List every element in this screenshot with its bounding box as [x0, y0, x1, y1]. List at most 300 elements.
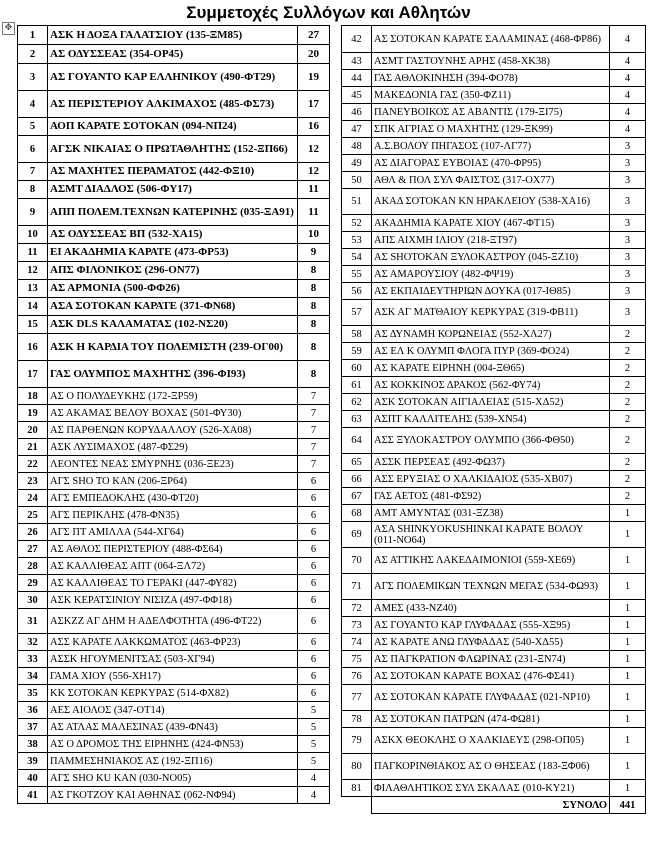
- rank-cell: 63: [342, 411, 372, 428]
- club-name-cell: ΑΣ ΟΔΥΣΣΕΑΣ (354-ΟΡ45): [48, 45, 298, 64]
- rank-cell: 34: [18, 668, 48, 685]
- points-cell: 8: [298, 316, 330, 334]
- table-row: [342, 189, 646, 215]
- rank-cell: 19: [18, 405, 48, 422]
- rank-cell: 45: [342, 87, 372, 104]
- rank-cell: 47: [342, 121, 372, 138]
- club-name-cell: Α.Σ.ΒΟΛΟΥ ΠΗΓΑΣΟΣ (107-ΛΓ77): [372, 138, 610, 155]
- points-cell: 2: [610, 428, 646, 454]
- rank-cell: 24: [18, 490, 48, 507]
- table-row: [342, 522, 646, 548]
- club-name-cell: ΑΠΣ ΦΙΛΟΝΙΚΟΣ (296-ΟΝ77): [48, 262, 298, 280]
- club-name-cell: ΠΑΝΕΥΒΟΙΚΟΣ ΑΣ ΑΒΑΝΤΙΣ (179-ΞΙ75): [372, 104, 610, 121]
- total-label: ΣΥΝΟΛΟ: [372, 797, 610, 814]
- table-row: [18, 609, 330, 634]
- club-name-cell: ΑΣ ΣΟΤΟΚΑΝ ΚΑΡΑΤΕ ΓΛΥΦΑΔΑΣ (021-ΝΡ10): [372, 685, 610, 711]
- points-cell: 5: [298, 753, 330, 770]
- points-cell: 7: [298, 439, 330, 456]
- points-cell: 5: [298, 736, 330, 753]
- table-row: [18, 473, 330, 490]
- club-name-cell: ΑΣΑ SHINKYOKUSHINKAI ΚΑΡΑΤΕ ΒΟΛΟΥ (011-ΝΟ64): [372, 522, 610, 548]
- points-cell: 2: [610, 360, 646, 377]
- points-cell: 19: [298, 64, 330, 91]
- points-cell: 6: [298, 685, 330, 702]
- points-cell: 12: [298, 136, 330, 163]
- club-name-cell: ΑΣ ΕΚΠΑΙΔΕΥΤΗΡΙΩΝ ΔΟΥΚΑ (017-ΙΘ85): [372, 283, 610, 300]
- points-cell: 6: [298, 575, 330, 592]
- rank-cell: 40: [18, 770, 48, 787]
- rank-cell: 16: [18, 334, 48, 361]
- points-cell: 12: [298, 163, 330, 181]
- table-row: [18, 388, 330, 405]
- points-cell: 9: [298, 244, 330, 262]
- table-row: [342, 172, 646, 189]
- table-move-handle-icon[interactable]: ✥: [2, 22, 15, 35]
- rank-cell: 76: [342, 668, 372, 685]
- club-name-cell: ΑΓΣ ΠΕΡΙΚΛΗΣ (478-ΦΝ35): [48, 507, 298, 524]
- points-cell: 8: [298, 334, 330, 361]
- rank-cell: 12: [18, 262, 48, 280]
- club-name-cell: ΑΣ ΓΟΥΑΝΤΟ ΚΑΡ ΓΛΥΦΑΔΑΣ (555-ΧΞ95): [372, 617, 610, 634]
- club-name-cell: ΑΣΚ ΚΕΡΑΤΣΙΝΙΟΥ ΝΙΣΙΖΑ (497-ΦΦ18): [48, 592, 298, 609]
- points-cell: 1: [610, 728, 646, 754]
- table-row: [342, 283, 646, 300]
- points-cell: 5: [298, 702, 330, 719]
- rank-cell: 7: [18, 163, 48, 181]
- rank-cell: 26: [18, 524, 48, 541]
- table-row: [342, 651, 646, 668]
- rank-cell: 29: [18, 575, 48, 592]
- table-row: [342, 232, 646, 249]
- points-cell: 6: [298, 507, 330, 524]
- club-name-cell: ΑΣ ΣΟΤΟΚΑΝ ΠΑΤΡΩΝ (474-ΦΩ81): [372, 711, 610, 728]
- club-name-cell: ΑΣ ΔΥΝΑΜΗ ΚΟΡΩΝΕΙΑΣ (552-ΧΛ27): [372, 326, 610, 343]
- rank-cell: 55: [342, 266, 372, 283]
- table-row: [18, 702, 330, 719]
- club-name-cell: ΑΣΚ ΣΟΤΟΚΑΝ ΑΙΓΙΑΛΕΙΑΣ (515-ΧΔ52): [372, 394, 610, 411]
- points-cell: 1: [610, 668, 646, 685]
- points-cell: 6: [298, 592, 330, 609]
- rank-cell: 80: [342, 754, 372, 780]
- points-cell: 3: [610, 232, 646, 249]
- points-cell: 4: [610, 70, 646, 87]
- table-row: [18, 181, 330, 199]
- club-name-cell: ΑΣΚ Η ΔΟΞΑ ΓΑΛΑΤΣΙΟΥ (135-ΞΜ85): [48, 26, 298, 45]
- points-cell: 3: [610, 172, 646, 189]
- club-name-cell: ΑΣΚΧ ΘΕΟΚΛΗΣ Ο ΧΑΛΚΙΔΕΥΣ (298-ΟΠ05): [372, 728, 610, 754]
- club-name-cell: ΑΣ ΑΜΑΡΟΥΣΙΟΥ (482-ΦΨ19): [372, 266, 610, 283]
- table-row: [18, 422, 330, 439]
- club-name-cell: ΛΕΟΝΤΕΣ ΝΕΑΣ ΣΜΥΡΝΗΣ (036-ΞΕ23): [48, 456, 298, 473]
- rank-cell: 81: [342, 780, 372, 797]
- club-name-cell: ΑΣΠΤ ΚΑΛΛΙΤΕΛΗΣ (539-ΧΝ54): [372, 411, 610, 428]
- rank-cell: 28: [18, 558, 48, 575]
- total-row: [342, 797, 646, 814]
- points-cell: 1: [610, 522, 646, 548]
- club-name-cell: ΠΑΜΜΕΣΗΝΙΑΚΟΣ ΑΣ (192-ΞΠ16): [48, 753, 298, 770]
- club-name-cell: ΑΣ Ο ΠΟΛΥΔΕΥΚΗΣ (172-ΞΡ59): [48, 388, 298, 405]
- rank-cell: 44: [342, 70, 372, 87]
- club-name-cell: ΑΣ ΚΟΚΚΙΝΟΣ ΔΡΑΚΟΣ (562-ΦΥ74): [372, 377, 610, 394]
- rank-cell: 3: [18, 64, 48, 91]
- club-name-cell: ΑΣ ΑΘΛΟΣ ΠΕΡΙΣΤΕΡΙΟΥ (488-ΦΣ64): [48, 541, 298, 558]
- table-row: [342, 53, 646, 70]
- points-cell: 4: [610, 53, 646, 70]
- table-row: [342, 121, 646, 138]
- points-cell: 6: [298, 651, 330, 668]
- points-cell: 5: [298, 719, 330, 736]
- rank-cell: 15: [18, 316, 48, 334]
- rank-cell: 72: [342, 600, 372, 617]
- club-name-cell: ΑΣ ΚΑΡΑΤΕ ΕΙΡΗΝΗ (004-ΞΘ65): [372, 360, 610, 377]
- rank-cell: 73: [342, 617, 372, 634]
- table-row: [342, 428, 646, 454]
- table-row: [18, 405, 330, 422]
- table-row: [18, 262, 330, 280]
- club-name-cell: ΑΣ SHOTOKAN ΞΥΛΟΚΑΣΤΡΟΥ (045-ΞΖ10): [372, 249, 610, 266]
- table-row: [342, 138, 646, 155]
- rank-cell: 78: [342, 711, 372, 728]
- points-cell: 2: [610, 394, 646, 411]
- rank-cell: 21: [18, 439, 48, 456]
- club-name-cell: ΑΕΣ ΑΙΟΛΟΣ (347-ΟΤ14): [48, 702, 298, 719]
- points-cell: 6: [298, 668, 330, 685]
- club-name-cell: ΓΑΣ ΑΕΤΟΣ (481-ΦΣ92): [372, 488, 610, 505]
- points-cell: 1: [610, 780, 646, 797]
- club-name-cell: ΑΣΑ ΣΟΤΟΚΑΝ ΚΑΡΑΤΕ (371-ΦΝ68): [48, 298, 298, 316]
- club-name-cell: ΑΣ ΑΡΜΟΝΙΑ (500-ΦΦ26): [48, 280, 298, 298]
- table-row: [342, 471, 646, 488]
- club-name-cell: ΑΣ Ο ΔΡΟΜΟΣ ΤΗΣ ΕΙΡΗΝΗΣ (424-ΦΝ53): [48, 736, 298, 753]
- table-row: [18, 770, 330, 787]
- points-cell: 3: [610, 189, 646, 215]
- club-name-cell: ΑΣ ΑΤΛΑΣ ΜΑΛΕΣΙΝΑΣ (439-ΦΝ43): [48, 719, 298, 736]
- table-row: [342, 300, 646, 326]
- table-row: [342, 617, 646, 634]
- table-row: [342, 685, 646, 711]
- table-row: [342, 87, 646, 104]
- points-cell: 7: [298, 456, 330, 473]
- rank-cell: 49: [342, 155, 372, 172]
- rank-cell: 2: [18, 45, 48, 64]
- club-name-cell: ΑΘΛ & ΠΟΛ ΣΥΛ ΦΑΙΣΤΟΣ (317-ΟΧ77): [372, 172, 610, 189]
- table-row: [18, 456, 330, 473]
- rank-cell: 41: [18, 787, 48, 804]
- rank-cell: 22: [18, 456, 48, 473]
- table-row: [18, 541, 330, 558]
- rank-cell: 42: [342, 26, 372, 53]
- club-name-cell: ΑΣΚ Η ΚΑΡΔΙΑ ΤΟΥ ΠΟΛΕΜΙΣΤΗ (239-ΟΓ00): [48, 334, 298, 361]
- club-name-cell: ΑΜΕΣ (433-ΝΖ40): [372, 600, 610, 617]
- points-cell: 3: [610, 138, 646, 155]
- club-name-cell: ΑΜΤ ΑΜΥΝΤΑΣ (031-ΞΖ38): [372, 505, 610, 522]
- table-row: [18, 524, 330, 541]
- table-row: [18, 280, 330, 298]
- table-row: [18, 226, 330, 244]
- points-cell: 1: [610, 711, 646, 728]
- table-row: [342, 634, 646, 651]
- clubs-table-left: [17, 25, 330, 804]
- club-name-cell: ΚΚ ΣΟΤΟΚΑΝ ΚΕΡΚΥΡΑΣ (514-ΦΧ82): [48, 685, 298, 702]
- points-cell: 3: [610, 300, 646, 326]
- rank-cell: 67: [342, 488, 372, 505]
- table-row: [342, 266, 646, 283]
- rank-cell: 9: [18, 199, 48, 226]
- club-name-cell: ΑΣ ΔΙΑΓΟΡΑΣ ΕΥΒΟΙΑΣ (470-ΦΡ95): [372, 155, 610, 172]
- rank-cell: 38: [18, 736, 48, 753]
- points-cell: 1: [610, 754, 646, 780]
- table-row: [342, 780, 646, 797]
- points-cell: 2: [610, 471, 646, 488]
- rank-cell: 1: [18, 26, 48, 45]
- club-name-cell: ΑΣΚ ΛΥΣΙΜΑΧΟΣ (487-ΦΣ29): [48, 439, 298, 456]
- table-row: [18, 634, 330, 651]
- club-name-cell: ΑΣΣΚ ΠΕΡΣΕΑΣ (492-ΦΩ37): [372, 454, 610, 471]
- table-row: [18, 334, 330, 361]
- table-row: [18, 26, 330, 45]
- points-cell: 6: [298, 541, 330, 558]
- club-name-cell: ΕΙ ΑΚΑΔΗΜΙΑ ΚΑΡΑΤΕ (473-ΦΡ53): [48, 244, 298, 262]
- club-name-cell: ΑΣΚ ΑΓ ΜΑΤΘΑΙΟΥ ΚΕΡΚΥΡΑΣ (319-ΦΒ11): [372, 300, 610, 326]
- table-row: [342, 548, 646, 574]
- table-row: [18, 685, 330, 702]
- table-row: [342, 711, 646, 728]
- table-row: [342, 574, 646, 600]
- rank-cell: 58: [342, 326, 372, 343]
- table-row: [342, 377, 646, 394]
- table-row: [342, 454, 646, 471]
- rank-cell: 50: [342, 172, 372, 189]
- points-cell: 2: [610, 326, 646, 343]
- points-cell: 2: [610, 377, 646, 394]
- table-row: [18, 507, 330, 524]
- table-row: [342, 394, 646, 411]
- rank-cell: 70: [342, 548, 372, 574]
- rank-cell: 17: [18, 361, 48, 388]
- rank-cell: 43: [342, 53, 372, 70]
- rank-cell: 23: [18, 473, 48, 490]
- club-name-cell: ΑΚΑΔ ΣΟΤΟΚΑΝ ΚΝ ΗΡΑΚΛΕΙΟΥ (538-ΧΑ16): [372, 189, 610, 215]
- rank-cell: 32: [18, 634, 48, 651]
- points-cell: 1: [610, 685, 646, 711]
- points-cell: 7: [298, 388, 330, 405]
- table-row: [342, 215, 646, 232]
- rank-cell: 53: [342, 232, 372, 249]
- club-name-cell: ΑΣ ΑΤΤΙΚΗΣ ΛΑΚΕΔΑΙΜΟΝΙΟΙ (559-ΧΕ69): [372, 548, 610, 574]
- points-cell: 6: [298, 558, 330, 575]
- table-row: [18, 136, 330, 163]
- points-cell: 3: [610, 249, 646, 266]
- points-cell: 2: [610, 343, 646, 360]
- rank-cell: 27: [18, 541, 48, 558]
- club-name-cell: ΑΓΣ ΠΤ ΑΜΙΛΛΑ (544-ΧΓ64): [48, 524, 298, 541]
- club-name-cell: ΣΠΚ ΑΓΡΙΑΣ Ο ΜΑΧΗΤΗΣ (129-ΞΚ99): [372, 121, 610, 138]
- rank-cell: 56: [342, 283, 372, 300]
- rank-cell: 51: [342, 189, 372, 215]
- page-title: Συμμετοχές Συλλόγων και Αθλητών: [186, 3, 471, 22]
- rank-cell: 13: [18, 280, 48, 298]
- table-row: [18, 575, 330, 592]
- club-name-cell: ΑΣΣΚ ΗΓΟΥΜΕΝΙΤΣΑΣ (503-ΧΓ94): [48, 651, 298, 668]
- rank-cell: 10: [18, 226, 48, 244]
- points-cell: 1: [610, 634, 646, 651]
- points-cell: 1: [610, 617, 646, 634]
- rank-cell: 4: [18, 91, 48, 118]
- club-name-cell: ΑΓΣ ΕΜΠΕΔΟΚΛΗΣ (430-ΦΤ20): [48, 490, 298, 507]
- club-name-cell: ΑΚΑΔΗΜΙΑ ΚΑΡΑΤΕ ΧΙΟΥ (467-ΦΤ15): [372, 215, 610, 232]
- table-row: [18, 787, 330, 804]
- table-row: [342, 505, 646, 522]
- points-cell: 6: [298, 609, 330, 634]
- table-row: [342, 600, 646, 617]
- table-row: [342, 488, 646, 505]
- table-row: [342, 728, 646, 754]
- table-row: [342, 754, 646, 780]
- club-name-cell: ΠΑΓΚΟΡΙΝΘΙΑΚΟΣ ΑΣ Ο ΘΗΣΕΑΣ (183-ΞΦ06): [372, 754, 610, 780]
- club-name-cell: ΑΠΣ ΑΙΧΜΗ ΙΛΙΟΥ (218-ΞΤ97): [372, 232, 610, 249]
- points-cell: 1: [610, 548, 646, 574]
- points-cell: 8: [298, 280, 330, 298]
- points-cell: 11: [298, 181, 330, 199]
- club-name-cell: ΑΓΣΚ ΝΙΚΑΙΑΣ Ο ΠΡΩΤΑΘΛΗΤΗΣ (152-ΞΠ66): [48, 136, 298, 163]
- club-name-cell: ΜΑΚΕΔΟΝΙΑ ΓΑΣ (350-ΦΖ11): [372, 87, 610, 104]
- rank-cell: 11: [18, 244, 48, 262]
- points-cell: 2: [610, 454, 646, 471]
- club-name-cell: ΑΓΣ ΠΟΛΕΜΙΚΩΝ ΤΕΧΝΩΝ ΜΕΓΑΣ (534-ΦΩ93): [372, 574, 610, 600]
- table-row: [18, 361, 330, 388]
- club-name-cell: ΑΓΣ SHO TO KAN (206-ΞΡ64): [48, 473, 298, 490]
- table-row: [342, 155, 646, 172]
- rank-cell: 52: [342, 215, 372, 232]
- rank-cell: 14: [18, 298, 48, 316]
- clubs-table-right: [341, 25, 646, 814]
- rank-cell: 31: [18, 609, 48, 634]
- club-name-cell: ΑΣΣ ΞΥΛΟΚΑΣΤΡΟΥ ΟΛΥΜΠΟ (366-ΦΘ50): [372, 428, 610, 454]
- club-name-cell: ΦΙΛΑΘΛΗΤΙΚΟΣ ΣΥΛ ΣΚΑΛΑΣ (010-ΚΥ21): [372, 780, 610, 797]
- rank-cell: 77: [342, 685, 372, 711]
- rank-cell: 68: [342, 505, 372, 522]
- empty-cell: [342, 797, 372, 814]
- table-row: [342, 360, 646, 377]
- rank-cell: 60: [342, 360, 372, 377]
- points-cell: 1: [610, 600, 646, 617]
- points-cell: 4: [298, 770, 330, 787]
- rank-cell: 25: [18, 507, 48, 524]
- points-cell: 3: [610, 155, 646, 172]
- club-name-cell: ΑΣ ΠΑΡΘΕΝΩΝ ΚΟΡΥΔΑΛΛΟΥ (526-ΧΑ08): [48, 422, 298, 439]
- points-cell: 2: [610, 488, 646, 505]
- points-cell: 4: [610, 121, 646, 138]
- points-cell: 27: [298, 26, 330, 45]
- rank-cell: 18: [18, 388, 48, 405]
- club-name-cell: ΑΣ ΚΑΡΑΤΕ ΑΝΩ ΓΛΥΦΑΔΑΣ (540-ΧΔ55): [372, 634, 610, 651]
- points-cell: 7: [298, 422, 330, 439]
- rank-cell: 71: [342, 574, 372, 600]
- club-name-cell: ΓΑΣ ΑΘΛΟΚΙΝΗΣΗ (394-ΦΟ78): [372, 70, 610, 87]
- rank-cell: 66: [342, 471, 372, 488]
- rank-cell: 36: [18, 702, 48, 719]
- club-name-cell: ΑΣ ΓΟΥΑΝΤΟ ΚΑΡ ΕΛΛΗΝΙΚΟΥ (490-ΦΤ29): [48, 64, 298, 91]
- rank-cell: 59: [342, 343, 372, 360]
- rank-cell: 37: [18, 719, 48, 736]
- table-row: [18, 91, 330, 118]
- points-cell: 3: [610, 266, 646, 283]
- table-row: [18, 45, 330, 64]
- rank-cell: 64: [342, 428, 372, 454]
- table-row: [18, 316, 330, 334]
- points-cell: 1: [610, 574, 646, 600]
- points-cell: 1: [610, 505, 646, 522]
- points-cell: 6: [298, 634, 330, 651]
- club-name-cell: ΑΣ ΠΑΓΚΡΑΤΙΟΝ ΦΛΩΡΙΝΑΣ (231-ΞΝ74): [372, 651, 610, 668]
- rank-cell: 75: [342, 651, 372, 668]
- club-name-cell: ΑΓΣ SHO KU KAN (030-ΝΟ05): [48, 770, 298, 787]
- table-row: [18, 592, 330, 609]
- points-cell: 7: [298, 405, 330, 422]
- rank-cell: 48: [342, 138, 372, 155]
- table-row: [18, 439, 330, 456]
- table-row: [342, 411, 646, 428]
- table-row: [342, 26, 646, 53]
- table-row: [18, 490, 330, 507]
- points-cell: 3: [610, 215, 646, 232]
- rank-cell: 35: [18, 685, 48, 702]
- points-cell: 11: [298, 199, 330, 226]
- points-cell: 4: [610, 104, 646, 121]
- table-row: [342, 249, 646, 266]
- club-name-cell: ΑΣ ΚΑΛΛΙΘΕΑΣ ΑΠΤ (064-ΞΛ72): [48, 558, 298, 575]
- club-name-cell: ΑΣΜΤ ΓΑΣΤΟΥΝΗΣ ΑΡΗΣ (458-ΧΚ38): [372, 53, 610, 70]
- club-name-cell: ΑΣ ΣΟΤΟΚΑΝ ΚΑΡΑΤΕ ΣΑΛΑΜΙΝΑΣ (468-ΦΡ86): [372, 26, 610, 53]
- points-cell: 1: [610, 651, 646, 668]
- points-cell: 4: [298, 787, 330, 804]
- rank-cell: 54: [342, 249, 372, 266]
- points-cell: 6: [298, 473, 330, 490]
- rank-cell: 79: [342, 728, 372, 754]
- rank-cell: 30: [18, 592, 48, 609]
- table-row: [18, 244, 330, 262]
- points-cell: 4: [610, 26, 646, 53]
- points-cell: 10: [298, 226, 330, 244]
- rank-cell: 46: [342, 104, 372, 121]
- points-cell: 16: [298, 118, 330, 136]
- club-name-cell: ΑΣ ΣΟΤΟΚΑΝ ΚΑΡΑΤΕ ΒΟΧΑΣ (476-ΦΣ41): [372, 668, 610, 685]
- club-name-cell: ΑΠΠ ΠΟΛΕΜ.ΤΕΧΝΩΝ ΚΑΤΕΡΙΝΗΣ (035-ΞΑ91): [48, 199, 298, 226]
- rank-cell: 57: [342, 300, 372, 326]
- club-name-cell: ΑΣ ΜΑΧΗΤΕΣ ΠΕΡΑΜΑΤΟΣ (442-ΦΞ10): [48, 163, 298, 181]
- table-row: [18, 719, 330, 736]
- club-name-cell: ΑΣΣ ΕΡΥΞΙΑΣ Ο ΧΑΛΚΙΔΑΙΟΣ (535-ΧΒ07): [372, 471, 610, 488]
- points-cell: 8: [298, 262, 330, 280]
- points-cell: 6: [298, 490, 330, 507]
- rank-cell: 62: [342, 394, 372, 411]
- rank-cell: 33: [18, 651, 48, 668]
- table-row: [18, 118, 330, 136]
- table-row: [18, 199, 330, 226]
- rank-cell: 6: [18, 136, 48, 163]
- total-value: 441: [610, 797, 646, 814]
- table-row: [18, 753, 330, 770]
- rank-cell: 20: [18, 422, 48, 439]
- club-name-cell: ΑΣ ΚΑΛΛΙΘΕΑΣ ΤΟ ΓΕΡΑΚΙ (447-ΦΥ82): [48, 575, 298, 592]
- table-row: [342, 104, 646, 121]
- table-row: [342, 70, 646, 87]
- club-name-cell: ΑΣ ΟΔΥΣΣΕΑΣ ΒΠ (532-ΧΑ15): [48, 226, 298, 244]
- table-row: [18, 298, 330, 316]
- rank-cell: 61: [342, 377, 372, 394]
- club-name-cell: ΑΟΠ ΚΑΡΑΤΕ ΣΟΤΟΚΑΝ (094-ΝΠ24): [48, 118, 298, 136]
- club-name-cell: ΑΣ ΓΚΟΤΖΟΥ ΚΑΙ ΑΘΗΝΑΣ (062-ΝΦ94): [48, 787, 298, 804]
